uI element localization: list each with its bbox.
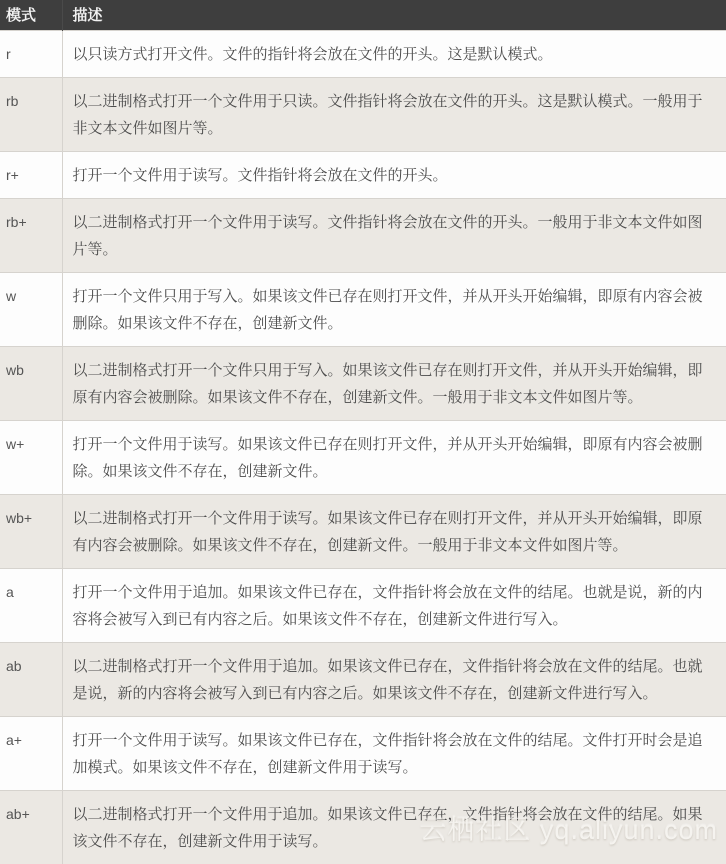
table-row (0, 77, 726, 151)
column-header-description: 描述 (62, 0, 726, 30)
table-row (0, 346, 726, 420)
mode-cell: a (0, 568, 62, 642)
mode-cell: w+ (0, 420, 62, 494)
table-row (0, 642, 726, 716)
description-cell: 以二进制格式打开一个文件用于只读。文件指针将会放在文件的开头。这是默认模式。一般用于非文本文件如图片等。 (62, 77, 726, 151)
table-header (0, 0, 726, 30)
mode-cell: ab (0, 642, 62, 716)
watermark-text: 云栖社区 yq.aliyun.com (419, 815, 718, 845)
mode-cell: w (0, 272, 62, 346)
table-row (0, 30, 726, 77)
table-row (0, 420, 726, 494)
description-cell: 以二进制格式打开一个文件用于追加。如果该文件已存在，文件指针将会放在文件的结尾。也就是说，新的内容将会被写入到已有内容之后。如果该文件不存在，创建新文件进行写入。 (62, 642, 726, 716)
description-cell: 以二进制格式打开一个文件用于追加。如果该文件已存在，文件指针将会放在文件的结尾。如果该文件不存在，创建新文件用于读写。 (62, 790, 726, 864)
description-cell: 打开一个文件用于追加。如果该文件已存在，文件指针将会放在文件的结尾。也就是说，新的内容将会被写入到已有内容之后。如果该文件不存在，创建新文件进行写入。 (62, 568, 726, 642)
table-body (0, 30, 726, 864)
description-cell: 以二进制格式打开一个文件只用于写入。如果该文件已存在则打开文件，并从开头开始编辑，即原有内容会被删除。如果该文件不存在，创建新文件。一般用于非文本文件如图片等。 (62, 346, 726, 420)
description-cell: 以只读方式打开文件。文件的指针将会放在文件的开头。这是默认模式。 (62, 30, 726, 77)
mode-cell: r (0, 30, 62, 77)
table-row (0, 272, 726, 346)
description-cell: 打开一个文件用于读写。如果该文件已存在，文件指针将会放在文件的结尾。文件打开时会是追加模式。如果该文件不存在，创建新文件用于读写。 (62, 716, 726, 790)
description-cell: 打开一个文件只用于写入。如果该文件已存在则打开文件，并从开头开始编辑，即原有内容会被删除。如果该文件不存在，创建新文件。 (62, 272, 726, 346)
description-cell: 以二进制格式打开一个文件用于读写。如果该文件已存在则打开文件，并从开头开始编辑，即原有内容会被删除。如果该文件不存在，创建新文件。一般用于非文本文件如图片等。 (62, 494, 726, 568)
table-header-row (0, 0, 726, 30)
mode-cell: rb+ (0, 198, 62, 272)
table-row (0, 716, 726, 790)
mode-cell: wb+ (0, 494, 62, 568)
description-cell: 打开一个文件用于读写。如果该文件已存在则打开文件，并从开头开始编辑，即原有内容会被删除。如果该文件不存在，创建新文件。 (62, 420, 726, 494)
column-header-mode: 模式 (0, 0, 62, 30)
mode-cell: wb (0, 346, 62, 420)
table-row (0, 494, 726, 568)
mode-cell: ab+ (0, 790, 62, 864)
description-cell: 打开一个文件用于读写。文件指针将会放在文件的开头。 (62, 151, 726, 198)
table-row (0, 790, 726, 864)
mode-cell: r+ (0, 151, 62, 198)
mode-cell: rb (0, 77, 62, 151)
table-row (0, 568, 726, 642)
description-cell: 以二进制格式打开一个文件用于读写。文件指针将会放在文件的开头。一般用于非文本文件如图片等。 (62, 198, 726, 272)
table-row (0, 151, 726, 198)
mode-cell: a+ (0, 716, 62, 790)
table-row (0, 198, 726, 272)
